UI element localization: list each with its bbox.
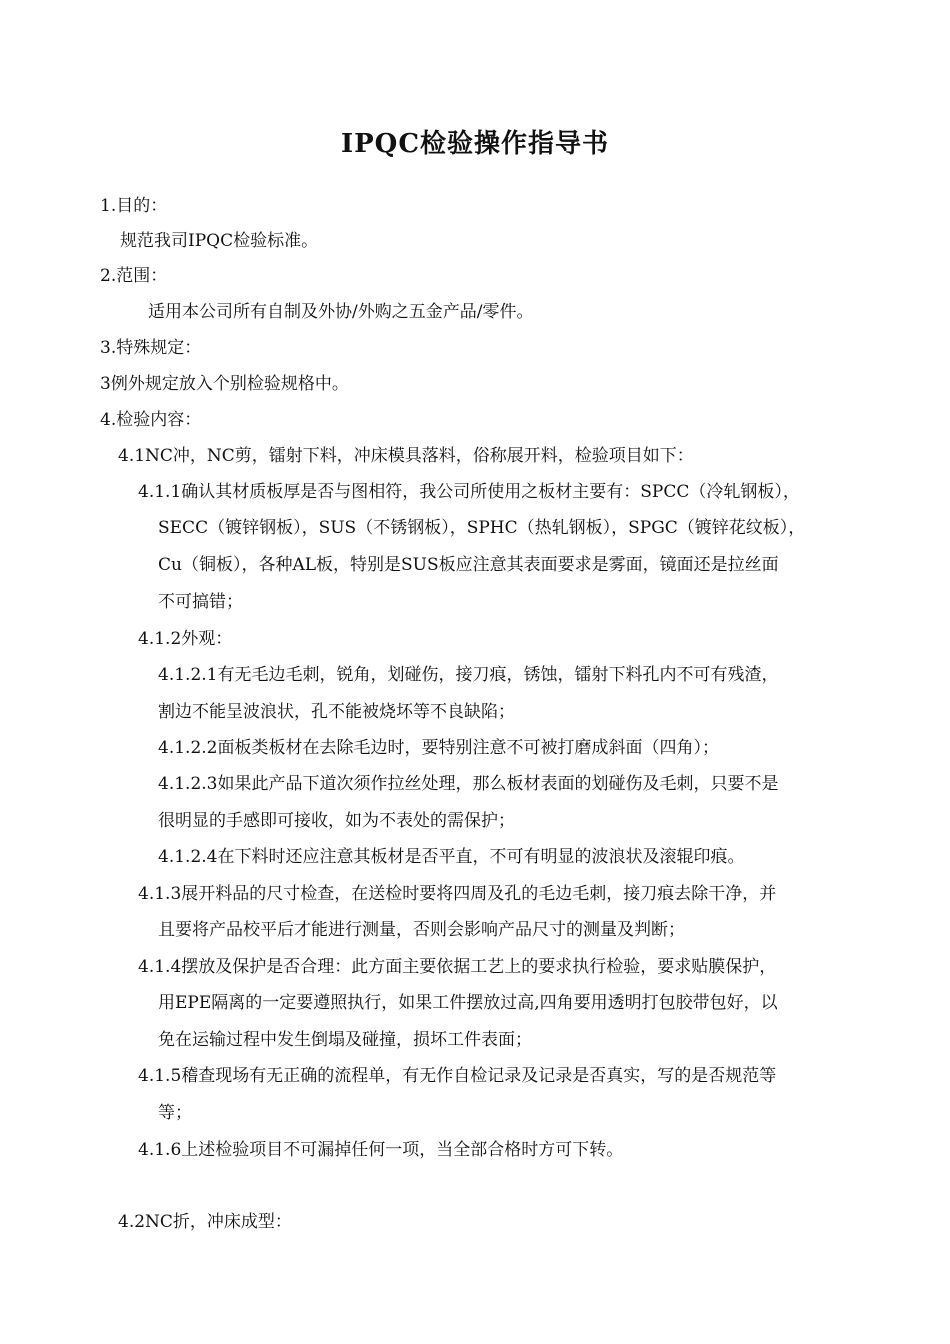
item-4-1-2: 4.1.2外观： (138, 629, 233, 649)
item-4-1-1-line: SECC（镀锌钢板），SUS（不锈钢板），SPHC（热轧钢板），SPGC（镀锌花纹板）， (158, 518, 806, 538)
section-3-heading: 3.特殊规定： (100, 338, 202, 358)
item-4-1-2-2: 4.1.2.2面板类板材在去除毛边时，要特别注意不可被打磨成斜面（四角）； (158, 738, 719, 758)
item-4-1-2-4: 4.1.2.4在下料时还应注意其板材是否平直，不可有明显的波浪状及滚辊印痕。 (158, 847, 745, 867)
section-4-1: 4.1NC冲，NC剪，镭射下料，冲床模具落料，俗称展开料，检验项目如下： (118, 446, 694, 466)
item-4-1-5-line: 4.1.5稽查现场有无正确的流程单，有无作自检记录及记录是否真实，写的是否规范等 (138, 1066, 777, 1086)
section-1-body: 规范我司IPQC检验标准。 (120, 231, 319, 251)
item-4-1-4-line: 免在运输过程中发生倒塌及碰撞，损坏工件表面； (158, 1030, 532, 1050)
item-4-1-3-line: 4.1.3展开料品的尺寸检查，在送检时要将四周及孔的毛边毛刺，接刀痕去除干净，并 (138, 884, 777, 904)
item-4-1-1-line: 不可搞错； (158, 592, 243, 612)
section-1-heading: 1.目的： (100, 196, 168, 216)
item-4-1-4-line: 用EPE隔离的一定要遵照执行，如果工件摆放过高,四角要用透明打包胶带包好，以 (158, 993, 778, 1013)
section-3-body: 3例外规定放入个别检验规格中。 (100, 374, 349, 394)
item-4-1-2-1-line: 4.1.2.1有无毛边毛刺，锐角，划碰伤，接刀痕，锈蚀，镭射下料孔内不可有残渣， (158, 665, 779, 685)
item-4-1-1-line: Cu（铜板），各种AL板，特别是SUS板应注意其表面要求是雾面，镜面还是拉丝面 (158, 555, 779, 575)
item-4-1-4-line: 4.1.4摆放及保护是否合理：此方面主要依据工艺上的要求执行检验，要求贴膜保护， (138, 957, 777, 977)
item-4-1-1-line: 4.1.1确认其材质板厚是否与图相符，我公司所使用之板材主要有：SPCC（冷轧钢板）， (138, 482, 800, 502)
item-4-1-6: 4.1.6上述检验项目不可漏掉任何一项，当全部合格时方可下转。 (138, 1140, 624, 1160)
section-2-body: 适用本公司所有自制及外协/外购之五金产品/零件。 (148, 302, 534, 322)
item-4-1-2-3-line: 很明显的手感即可接收，如为不表处的需保护； (158, 811, 515, 831)
section-4-2: 4.2NC折，冲床成型： (118, 1212, 292, 1232)
document-title: IPQC检验操作指导书 (340, 129, 610, 159)
section-2-heading: 2.范围： (100, 266, 168, 286)
item-4-1-2-3-line: 4.1.2.3如果此产品下道次须作拉丝处理，那么板材表面的划碰伤及毛刺，只要不是 (158, 774, 779, 794)
section-4-heading: 4.检验内容： (100, 410, 202, 430)
item-4-1-2-1-line: 割边不能呈波浪状，孔不能被烧坏等不良缺陷； (158, 702, 515, 722)
item-4-1-5-line: 等； (158, 1103, 192, 1123)
item-4-1-3-line: 且要将产品校平后才能进行测量，否则会影响产品尺寸的测量及判断； (158, 920, 685, 940)
